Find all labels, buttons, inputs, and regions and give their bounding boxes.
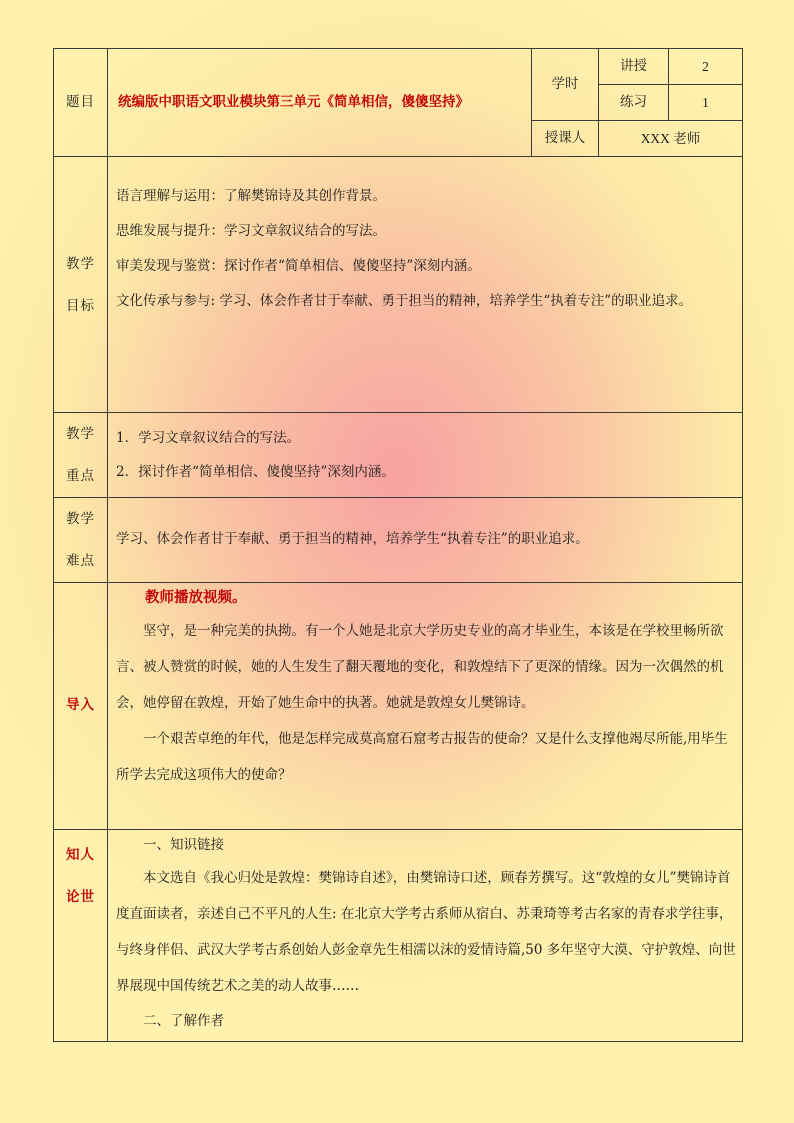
intro-label: 导入 bbox=[54, 583, 108, 830]
practice-label: 练习 bbox=[599, 85, 669, 121]
background-label-line1: 知人 bbox=[66, 847, 95, 863]
goals-label bbox=[54, 157, 108, 413]
section-heading-author: 二、了解作者 bbox=[143, 1013, 224, 1029]
lesson-plan-table bbox=[53, 48, 743, 1042]
background-label-line2: 论世 bbox=[66, 889, 95, 905]
background-label bbox=[54, 830, 108, 1042]
section-heading-knowledge: 一、知识链接 bbox=[143, 837, 224, 853]
difficulties-label bbox=[54, 498, 108, 583]
teacher-label: 授课人 bbox=[532, 121, 599, 157]
goal-item: 审美发现与鉴赏：探讨作者“简单相信、傻傻坚持”深刻内涵。 bbox=[116, 258, 481, 274]
lesson-title: 统编版中职语文职业模块第三单元《简单相信，傻傻坚持》 bbox=[108, 49, 532, 157]
teacher-name: XXX 老师 bbox=[599, 121, 743, 157]
key-points-content bbox=[108, 413, 743, 498]
goal-item: 语言理解与运用：了解樊锦诗及其创作背景。 bbox=[116, 188, 386, 204]
goal-item: 文化传承与参与: 学习、体会作者甘于奉献、勇于担当的精神，培养学生“执着专注”的职业追求。 bbox=[116, 293, 693, 309]
topic-label: 题目 bbox=[54, 49, 108, 157]
lecture-hours-value: 2 bbox=[669, 49, 743, 85]
key-points-label-line2: 重点 bbox=[66, 468, 95, 484]
lecture-label: 讲授 bbox=[599, 49, 669, 85]
hours-label: 学时 bbox=[532, 49, 599, 121]
key-points-label bbox=[54, 413, 108, 498]
goals-label-line1: 教学 bbox=[66, 255, 95, 272]
difficulty-text: 学习、体会作者甘于奉献、勇于担当的精神，培养学生“执着专注”的职业追求。 bbox=[116, 531, 589, 548]
background-paragraph: 本文选自《我心归处是敦煌：樊锦诗自述》，由樊锦诗口述，顾春芳撰写。这“敦煌的女儿”樊锦诗首度直面读者，亲述自己不平凡的人生: 在北京大学考古系师从宿白、苏秉琦等考古名家的青春求学往事，与终身伴侣、武汉大学考古系创始人彭金章先生相濡以沫的爱情诗篇,50 多年坚守大漠、守护敦煌、向世界展现中国传统艺术之美的动人故事…… bbox=[116, 870, 736, 994]
practice-hours-value: 1 bbox=[669, 85, 743, 121]
difficulties-label-line1: 教学 bbox=[66, 511, 95, 527]
goal-item: 思维发展与提升：学习文章叙议结合的写法。 bbox=[116, 223, 386, 239]
difficulties-label-line2: 难点 bbox=[66, 553, 95, 569]
goals-content bbox=[108, 157, 743, 413]
intro-heading: 教师播放视频。 bbox=[145, 589, 247, 606]
goals-label-line2: 目标 bbox=[66, 297, 95, 314]
difficulties-content bbox=[108, 498, 743, 583]
key-points-label-line1: 教学 bbox=[66, 426, 95, 442]
background-content bbox=[108, 830, 743, 1042]
key-point-item: 1．学习文章叙议结合的写法。 bbox=[116, 430, 301, 446]
intro-paragraph: 坚守，是一种完美的执拗。有一个人她是北京大学历史专业的高才毕业生，本该是在学校里畅所欲言、被人赞赏的时候，她的人生发生了翻天覆地的变化，和敦煌结下了更深的情缘。因为一次偶然的机会，她停留在敦煌，开始了她生命中的执著。她就是敦煌女儿樊锦诗。 bbox=[116, 623, 724, 711]
intro-paragraph: 一个艰苦卓绝的年代，他是怎样完成莫高窟石窟考古报告的使命？又是什么支撑他竭尽所能,用毕生所学去完成这项伟大的使命？ bbox=[116, 731, 728, 783]
key-point-item: 2．探讨作者“简单相信、傻傻坚持”深刻内涵。 bbox=[116, 464, 395, 480]
intro-content bbox=[108, 583, 743, 830]
